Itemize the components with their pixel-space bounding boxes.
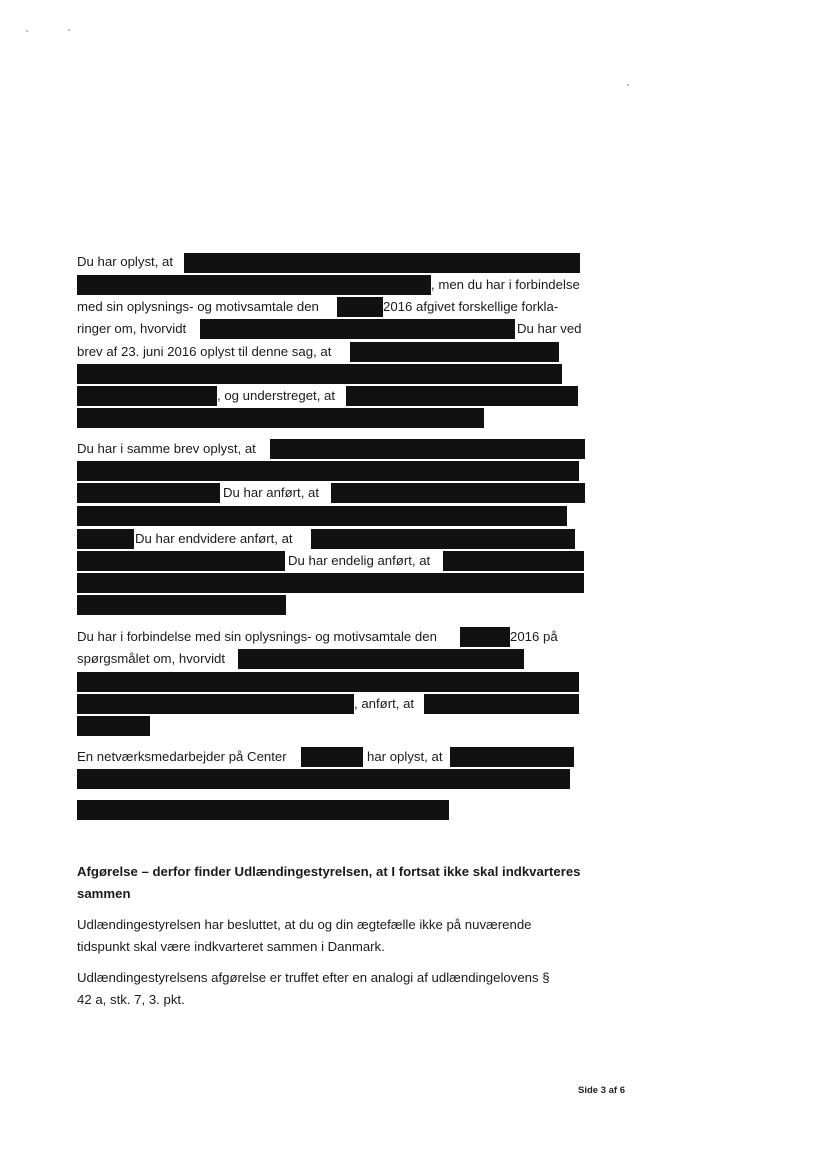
scan-speck (627, 84, 629, 86)
redaction-box (443, 551, 584, 571)
scan-speck (26, 30, 28, 32)
decision-p1-line2: tidspunkt skal være indkvarteret sammen i Danmark. (77, 939, 385, 954)
decision-p1-line1: Udlændingestyrelsen har besluttet, at du og din ægtefælle ikke på nuværende (77, 917, 532, 932)
p4-line1a: En netværksmedarbejder på Center (77, 749, 287, 764)
redaction-box (184, 253, 580, 273)
scan-speck (68, 29, 70, 31)
redaction-box (77, 364, 562, 384)
p2-line1: Du har i samme brev oplyst, at (77, 441, 256, 456)
redaction-box (200, 319, 515, 339)
p1-line3a: med sin oplysnings- og motivsamtale den (77, 299, 319, 314)
redaction-box (311, 529, 575, 549)
redaction-box (77, 595, 286, 615)
redaction-box (460, 627, 510, 647)
p1-line2: , men du har i forbindelse (431, 277, 580, 292)
p3-line4: , anført, at (354, 696, 415, 711)
decision-p2-line2: 42 a, stk. 7, 3. pkt. (77, 992, 185, 1007)
p1-line4a: ringer om, hvorvidt (77, 321, 187, 336)
redaction-box (77, 483, 220, 503)
decision-heading-line2: sammen (77, 886, 131, 901)
redaction-box (350, 342, 559, 362)
redaction-box (337, 297, 383, 317)
redaction-box (77, 461, 579, 481)
redaction-box (77, 551, 285, 571)
page-number: Side 3 af 6 (578, 1085, 625, 1096)
redaction-box (77, 506, 567, 526)
redaction-box (77, 769, 570, 789)
redaction-box (238, 649, 524, 669)
redaction-box (346, 386, 578, 406)
redaction-box (77, 408, 484, 428)
redaction-box (331, 483, 585, 503)
p3-line1b: 2016 på (510, 629, 558, 644)
p1-line5: brev af 23. juni 2016 oplyst til denne sag, at (77, 344, 332, 359)
p2-line5: Du har endvidere anført, at (135, 531, 293, 546)
p3-line1a: Du har i forbindelse med sin oplysnings- og motivsamtale den (77, 629, 437, 644)
redaction-box (77, 573, 584, 593)
p4-line1b: har oplyst, at (367, 749, 443, 764)
redaction-box (77, 672, 579, 692)
redaction-box (77, 716, 150, 736)
p3-line2: spørgsmålet om, hvorvidt (77, 651, 226, 666)
p1-line4b: Du har ved (517, 321, 582, 336)
redaction-box (424, 694, 579, 714)
redaction-box (270, 439, 585, 459)
redaction-box (77, 694, 354, 714)
p1-line3b: 2016 afgivet forskellige forkla- (383, 299, 559, 314)
redaction-box (301, 747, 363, 767)
redaction-box (77, 529, 134, 549)
decision-p2-line1: Udlændingestyrelsens afgørelse er truffet efter en analogi af udlændingelovens § (77, 970, 550, 985)
p2-line6: Du har endelig anført, at (288, 553, 431, 568)
decision-heading-line1: Afgørelse – derfor finder Udlændingestyrelsen, at I fortsat ikke skal indkvarteres (77, 864, 581, 879)
p2-line3: Du har anført, at (223, 485, 320, 500)
redaction-box (77, 386, 217, 406)
redaction-box (77, 800, 449, 820)
p1-line1: Du har oplyst, at (77, 254, 174, 269)
redaction-box (450, 747, 574, 767)
p1-line7: , og understreget, at (217, 388, 336, 403)
redaction-box (77, 275, 431, 295)
